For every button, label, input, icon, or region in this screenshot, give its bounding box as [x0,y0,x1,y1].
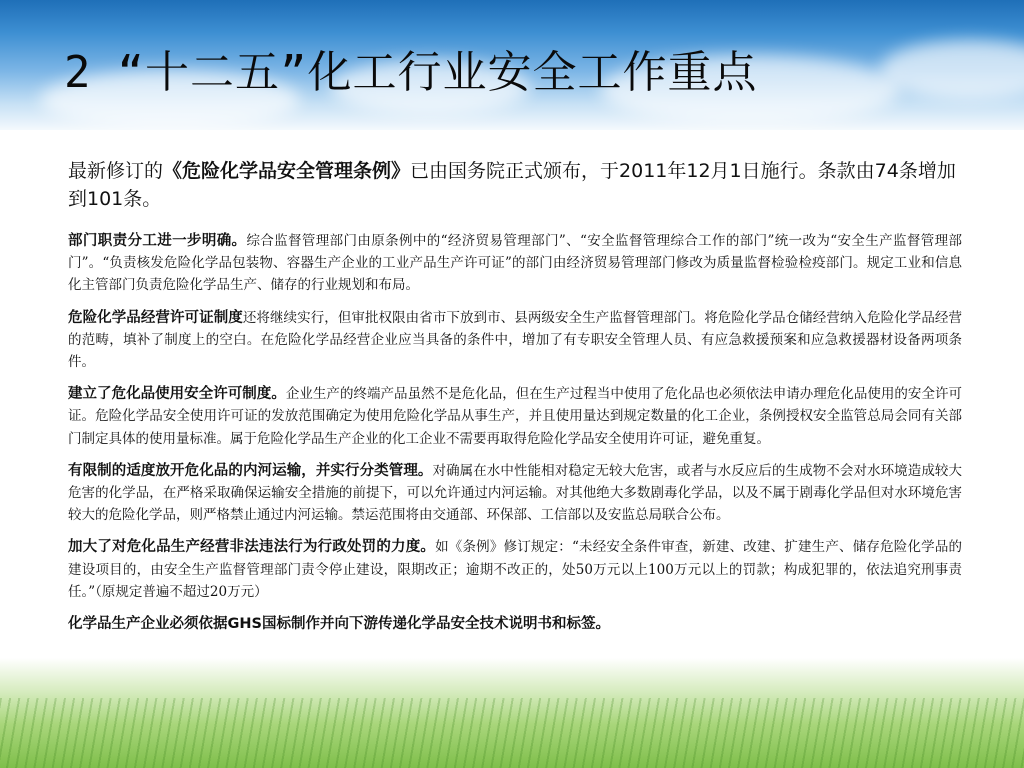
key-point-body: 还将继续实行，但审批权限由省市下放到市、县两级安全生产监督管理部门。将危险化学品仓储经营纳入危险化学品经营的范畴，填补了制度上的空白。在危险化学品经营企业应当具备的条件中，增加了有专职安全管理人员、有应急救援预案和应急救援器材设备两项条件。 [68,309,962,371]
intro-paragraph [68,157,964,213]
intro-regulation-name: 《危险化学品安全管理条例》 [163,160,411,182]
key-point-business-license [68,307,962,374]
key-point-lead: 危险化学品经营许可证制度 [68,309,243,326]
key-point-body: 如《条例》修订规定：“未经安全条件审查，新建、改建、扩建生产、储存危险化学品的建设项目的，由安全生产监督管理部门责令停止建设，限期改正；逾期不改正的，处50万元以上100万元以上的罚款；构成犯罪的，依法追究刑事责任。”（原规定普遍不超过20万元） [68,539,963,600]
key-point-lead: 加大了对危化品生产经营非法违法行为行政处罚的力度。 [68,539,436,556]
slide-title [64,36,757,100]
key-point-body: 综合监督管理部门由原条例中的“经济贸易管理部门”、“安全监督管理综合工作的部门”统一改为“安全生产监督管理部门”。“负责核发危险化学品包装物、容器生产企业的工业产品生产许可证”的部门由经济贸易管理部门修改为质量监督检验检疫部门。规定工业和信息化主管部门负责危险化学品生产、储存的行业规划和布局。 [68,233,963,294]
key-point-penalties [68,536,962,603]
key-point-lead: 化学品生产企业必须依据GHS国标制作并向下游传递化学品安全技术说明书和标签。 [68,616,610,633]
key-point-department-duties [68,230,962,297]
key-point-lead: 有限制的适度放开危化品的内河运输，并实行分类管理。 [68,462,433,479]
key-points-list [68,230,962,645]
key-point-body: 企业生产的终端产品虽然不是危化品，但在生产过程当中使用了危化品也必须依法申请办理危化品使用的安全许可证。危险化学品安全使用许可证的发放范围确定为使用危险化学品从事生产，并且使用量达到规定数量的化工企业，条例授权安全监管总局会同有关部门制定具体的使用量标准。属于危险化学品生产企业的化工企业不需要再取得危险化学品安全使用许可证，避免重复。 [68,386,963,447]
intro-post: 已由国务院正式颁布，于2011年12月1日施行。条款由74条增加到101条。 [68,160,956,210]
key-point-body: 对确属在水中性能相对稳定无较大危害，或者与水反应后的生成物不会对水环境造成较大危害的化学品，在严格采取确保运输安全措施的前提下，可以允许通过内河运输。对其他绝大多数剧毒化学品，以及不属于剧毒化学品但对水环境危害较大的危险化学品，则严格禁止通过内河运输。禁运范围将由交通部、环保部、工信部以及安监总局联合公布。 [68,462,962,524]
key-point-lead: 建立了危化品使用安全许可制度。 [68,386,286,403]
key-point-inland-transport [68,460,962,527]
intro-pre: 最新修订的 [68,160,164,182]
grass-background [0,658,1024,768]
slide-number: 2 [64,47,92,98]
slide-title-text: “十二五”化工行业安全工作重点 [117,47,758,98]
key-point-lead: 部门职责分工进一步明确。 [68,233,247,249]
key-point-ghs-labeling [68,613,962,635]
key-point-use-permit [68,383,962,450]
